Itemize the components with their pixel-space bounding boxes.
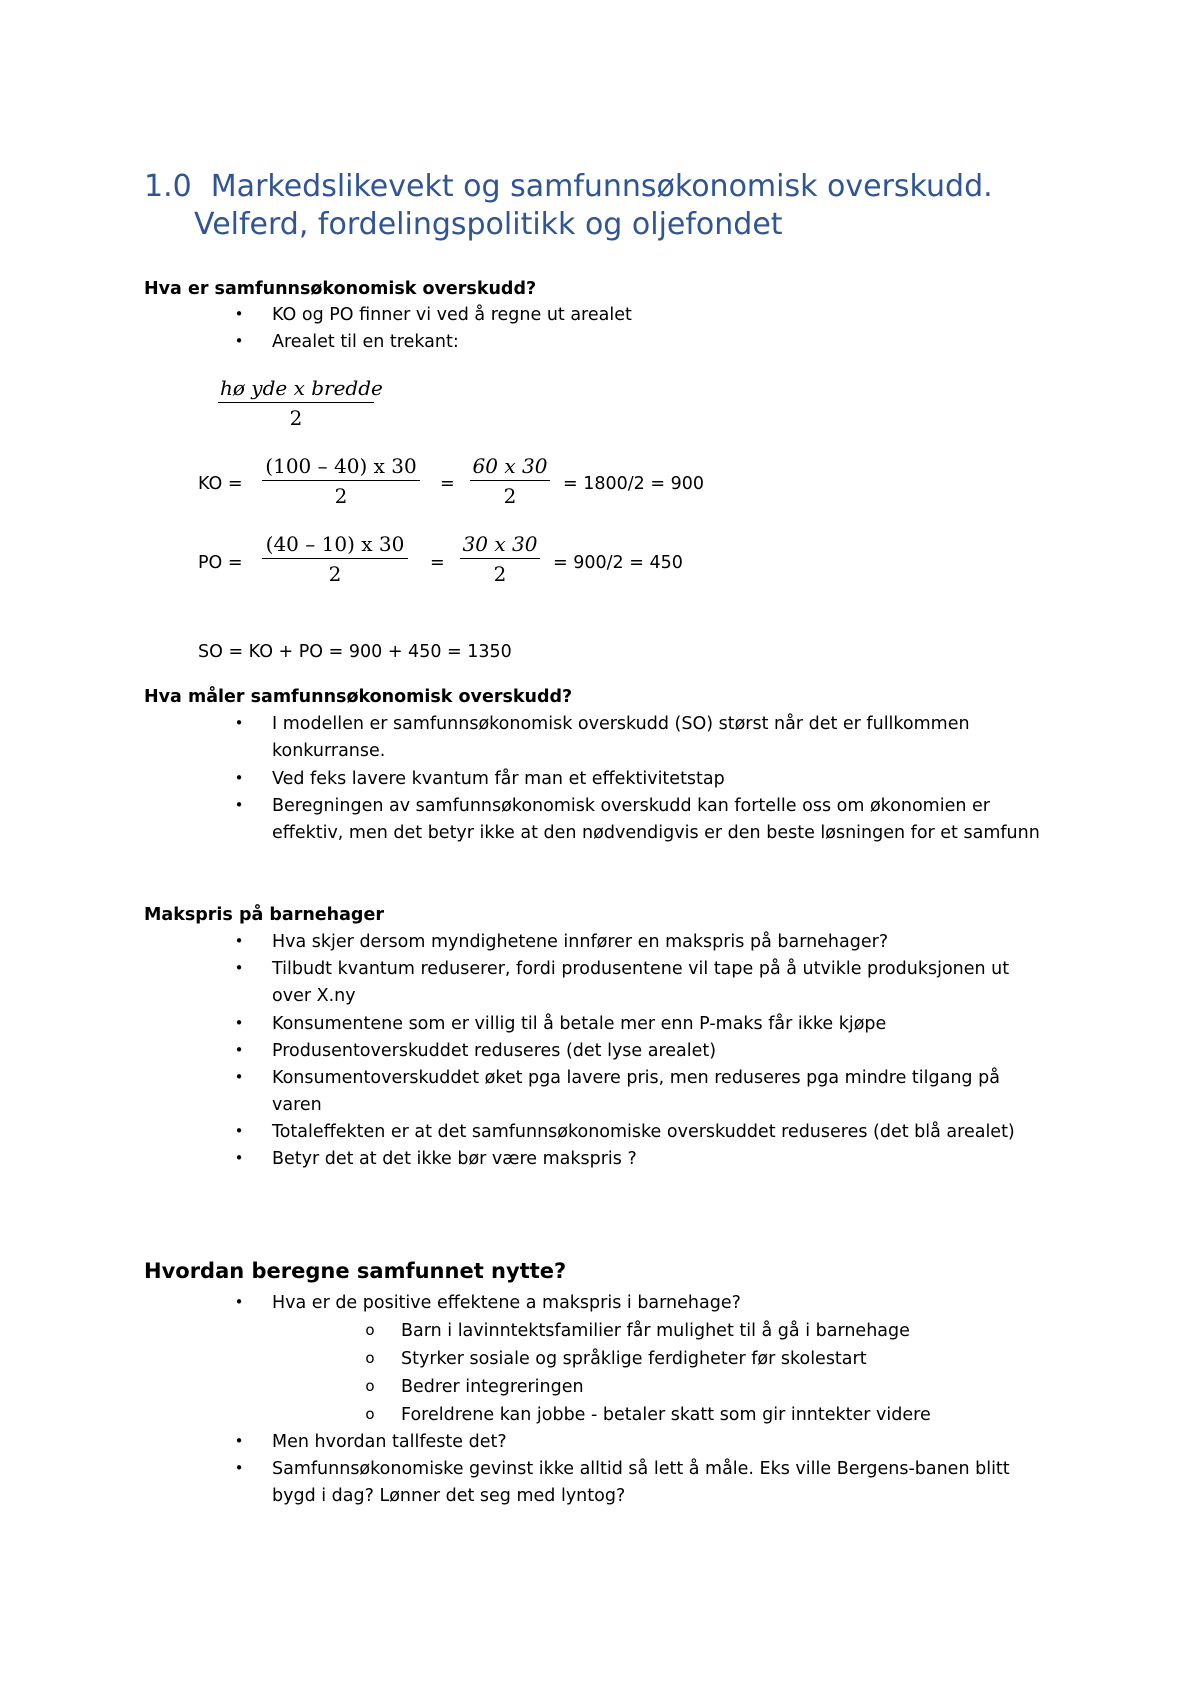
ko-fraction-2 — [470, 452, 550, 511]
fraction-denominator: 2 — [334, 484, 348, 508]
sub-list-item: Styrker sosiale og språklige ferdigheter før skolestart — [401, 1349, 867, 1369]
so-equation: SO = KO + PO = 900 + 450 = 1350 — [198, 642, 512, 662]
bullet-icon: • — [234, 1014, 244, 1032]
sub-list-item: Barn i lavinntektsfamilier får mulighet til å gå i barnehage — [401, 1321, 910, 1341]
formula-numerator: hø yde x bredde — [218, 374, 374, 403]
list-item: Hva skjer dersom myndighetene innfører en makspris på barnehager? — [272, 932, 889, 952]
bullet-icon: • — [234, 769, 244, 787]
sub-list-item: Foreldrene kan jobbe - betaler skatt som gir inntekter videre — [401, 1405, 931, 1425]
circle-bullet-icon: o — [365, 1321, 375, 1339]
section-heading: Hva måler samfunnsøkonomisk overskudd? — [144, 687, 573, 707]
list-item: Beregningen av samfunnsøkonomisk overskudd kan fortelle oss om økonomien er effektiv, men det betyr ikke at den nødvendigvis er den beste løsningen for et samfunn — [272, 796, 1040, 843]
fraction-numerator: 30 x 30 — [460, 530, 540, 559]
ko-result: = 1800/2 = 900 — [563, 474, 704, 494]
list-item: KO og PO finner vi ved å regne ut arealet — [272, 305, 632, 325]
bullet-icon: • — [234, 932, 244, 950]
section-heading: Makspris på barnehager — [144, 905, 384, 925]
ko-label: KO = — [198, 474, 243, 494]
equals-sign: = — [430, 553, 445, 573]
circle-bullet-icon: o — [365, 1377, 375, 1395]
list-item: Betyr det at det ikke bør være makspris ? — [272, 1149, 637, 1169]
fraction-numerator: 60 x 30 — [470, 452, 550, 481]
fraction-numerator: (100 – 40) x 30 — [262, 452, 420, 481]
bullet-icon: • — [234, 1459, 244, 1477]
section-heading: Hva er samfunnsøkonomisk overskudd? — [144, 279, 537, 299]
list-item: I modellen er samfunnsøkonomisk overskudd (SO) størst når det er fullkommen konkurranse. — [272, 714, 970, 761]
po-fraction-1 — [262, 530, 408, 589]
bullet-icon: • — [234, 959, 244, 977]
list-item: Ved feks lavere kvantum får man et effektivitetstap — [272, 769, 725, 789]
circle-bullet-icon: o — [365, 1349, 375, 1367]
bullet-icon: • — [234, 332, 244, 350]
fraction-denominator: 2 — [328, 562, 342, 586]
bullet-icon: • — [234, 1149, 244, 1167]
fraction-denominator: 2 — [503, 484, 517, 508]
po-result: = 900/2 = 450 — [553, 553, 683, 573]
list-item: Totaleffekten er at det samfunnsøkonomiske overskuddet reduseres (det blå arealet) — [272, 1122, 1015, 1142]
bullet-icon: • — [234, 1293, 244, 1311]
bullet-icon: • — [234, 1041, 244, 1059]
circle-bullet-icon: o — [365, 1405, 375, 1423]
title-number: 1.0 — [144, 169, 192, 204]
fraction-denominator: 2 — [493, 562, 507, 586]
title-line2: Velferd, fordelingspolitikk og oljefondet — [194, 207, 783, 242]
list-item: Men hvordan tallfeste det? — [272, 1432, 507, 1452]
po-fraction-2 — [460, 530, 540, 589]
list-item: Tilbudt kvantum reduserer, fordi produsentene vil tape på å utvikle produksjonen ut over X.ny — [272, 959, 1010, 1006]
bullet-icon: • — [234, 796, 244, 814]
fraction-numerator: (40 – 10) x 30 — [262, 530, 408, 559]
bullet-icon: • — [234, 1432, 244, 1450]
area-formula — [218, 374, 383, 433]
equals-sign: = — [440, 474, 455, 494]
section-heading: Hvordan beregne samfunnet nytte? — [144, 1259, 567, 1283]
title-line1: Markedslikevekt og samfunnsøkonomisk overskudd. — [210, 169, 993, 204]
list-item: Konsumentene som er villig til å betale mer enn P-maks får ikke kjøpe — [272, 1014, 887, 1034]
list-item: Konsumentoverskuddet øket pga lavere pris, men reduseres pga mindre tilgang på varen — [272, 1068, 1000, 1115]
sub-list-item: Bedrer integreringen — [401, 1377, 584, 1397]
bullet-icon: • — [234, 1068, 244, 1086]
list-item: Samfunnsøkonomiske gevinst ikke alltid så lett å måle. Eks ville Bergens-banen blitt bygd i dag? Lønner det seg med lyntog? — [272, 1459, 1010, 1506]
ko-fraction-1 — [262, 452, 420, 511]
list-item: Hva er de positive effektene a makspris i barnehage? — [272, 1293, 741, 1313]
bullet-icon: • — [234, 1122, 244, 1140]
list-item: Arealet til en trekant: — [272, 332, 459, 352]
bullet-icon: • — [234, 714, 244, 732]
page-title — [144, 168, 1144, 244]
formula-denominator: 2 — [289, 406, 303, 430]
po-label: PO = — [198, 553, 243, 573]
list-item: Produsentoverskuddet reduseres (det lyse arealet) — [272, 1041, 717, 1061]
bullet-icon: • — [234, 305, 244, 323]
